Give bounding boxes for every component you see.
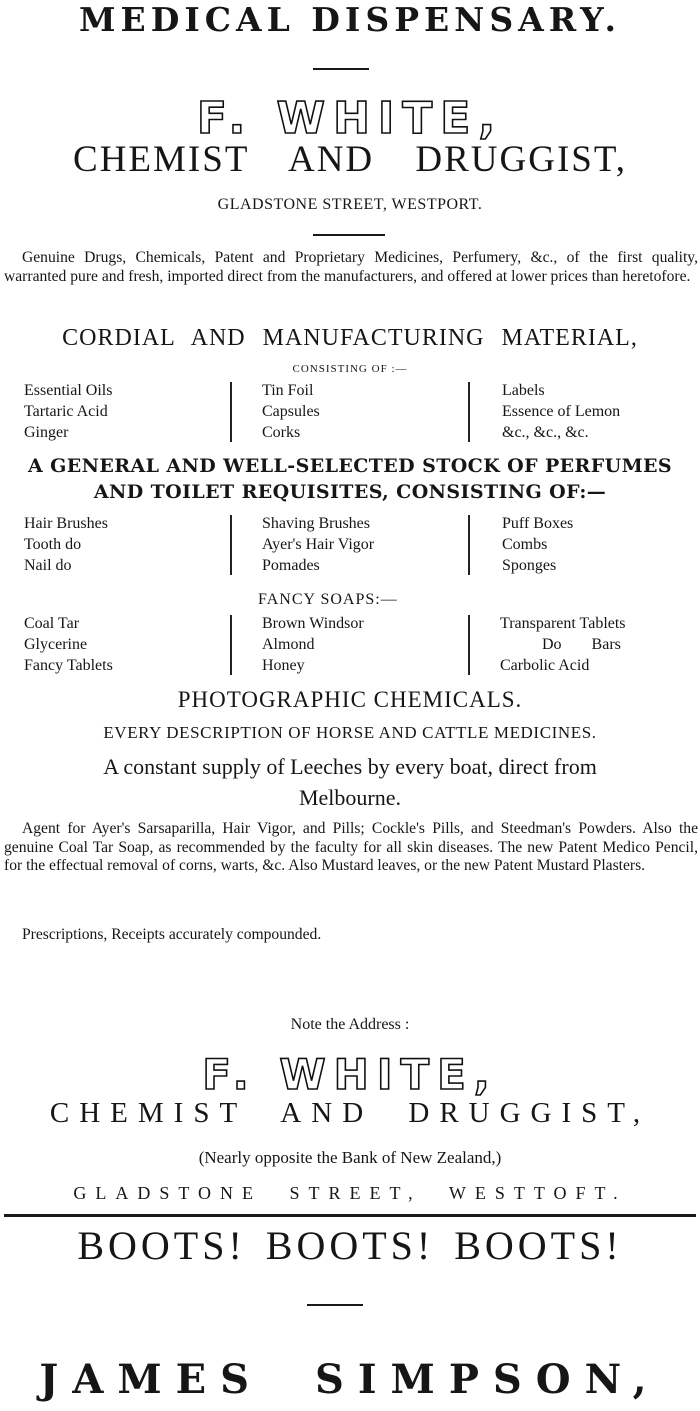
list-item: Hair Brushes [24, 515, 108, 532]
column-divider [230, 382, 232, 442]
leeches-line-1: A constant supply of Leeches by every boat, direct from [103, 754, 597, 779]
footer-street-address: GLADSTONE STREET, WESTTOFT. [73, 1183, 627, 1203]
toilet-column-2 [262, 513, 374, 576]
consisting-of-label: CONSISTING OF :— [292, 363, 408, 375]
list-item: Almond [262, 636, 315, 653]
soaps-column-1 [24, 613, 113, 676]
toilet-column-1 [24, 513, 108, 576]
soaps-column-2 [262, 613, 364, 676]
footer-firm-name: F. WHITE, [202, 1050, 498, 1099]
fancy-soaps-heading: FANCY SOAPS:— [258, 591, 398, 608]
soaps-column-3 [500, 613, 626, 676]
list-item: Tooth do [24, 536, 82, 553]
cordial-heading: CORDIAL AND MANUFACTURING MATERIAL, [62, 325, 638, 351]
list-item: &c., &c., &c. [502, 424, 589, 441]
divider-rule [313, 234, 385, 236]
perfumes-heading-line-2: AND TOILET REQUISITES, CONSISTING OF:— [93, 481, 607, 503]
list-item: Do Bars [542, 636, 621, 653]
toilet-column-3 [502, 513, 573, 576]
column-divider [230, 515, 232, 575]
list-item: Carbolic Acid [500, 657, 590, 674]
column-divider [230, 615, 232, 675]
footer-trade-heading: CHEMIST AND DRUGGIST, [49, 1097, 651, 1129]
list-item: Glycerine [24, 636, 88, 653]
list-item: Essential Oils [24, 382, 113, 399]
boots-heading: BOOTS! BOOTS! BOOTS! [77, 1223, 623, 1268]
next-advert-name: JAMES SIMPSON, [39, 1356, 661, 1403]
list-item: Tartaric Acid [24, 403, 108, 420]
list-item: Capsules [262, 403, 320, 420]
list-item: Essence of Lemon [502, 403, 621, 420]
cordial-column-3 [502, 380, 620, 443]
divider-rule [313, 68, 369, 70]
cordial-column-1 [24, 380, 112, 443]
list-item: Puff Boxes [502, 515, 574, 532]
prescriptions-line: Prescriptions, Receipts accurately compounded. [22, 926, 322, 943]
perfumes-heading-line-1: A GENERAL AND WELL-SELECTED STOCK OF PERFUMES [27, 455, 673, 477]
intro-paragraph: Genuine Drugs, Chemicals, Patent and Proprietary Medicines, Perfumery, &c., of the first quality, warranted pure and fresh, imported direct from the manufacturers, and offered at lower prices than heretofore. [4, 249, 698, 285]
column-divider [468, 615, 470, 675]
list-item: Labels [502, 382, 545, 399]
advert-title: MEDICAL DISPENSARY. [79, 0, 621, 39]
cordial-column-2 [262, 380, 320, 443]
list-item: Combs [502, 536, 548, 553]
landmark-note: (Nearly opposite the Bank of New Zealand,) [198, 1148, 502, 1167]
column-divider [468, 515, 470, 575]
list-item: Fancy Tablets [24, 657, 113, 674]
list-item: Ayer's Hair Vigor [262, 536, 375, 553]
firm-name: F. WHITE, [196, 93, 504, 144]
list-item: Honey [262, 657, 305, 674]
list-item: Pomades [262, 557, 320, 574]
section-divider [4, 1214, 696, 1217]
list-item: Tin Foil [262, 382, 314, 399]
note-the-address: Note the Address : [290, 1016, 410, 1033]
list-item: Shaving Brushes [262, 515, 370, 532]
list-item: Transparent Tablets [500, 615, 626, 632]
column-divider [468, 382, 470, 442]
list-item: Sponges [502, 557, 557, 574]
photographic-heading: PHOTOGRAPHIC CHEMICALS. [177, 687, 523, 712]
horse-cattle-heading: EVERY DESCRIPTION OF HORSE AND CATTLE MEDICINES. [103, 723, 597, 742]
trade-heading: CHEMIST AND DRUGGIST, [73, 139, 627, 180]
leeches-line-2: Melbourne. [298, 785, 402, 810]
list-item: Ginger [24, 424, 69, 441]
divider-rule [307, 1304, 363, 1306]
list-item: Coal Tar [24, 615, 80, 632]
list-item: Brown Windsor [262, 615, 364, 632]
list-item: Nail do [24, 557, 72, 574]
street-address: GLADSTONE STREET, WESTPORT. [217, 196, 483, 213]
agent-paragraph: Agent for Ayer's Sarsaparilla, Hair Vigor, and Pills; Cockle's Pills, and Steedman's Powders. Also the genuine Coal Tar Soap, as recommended by the faculty for all skin diseases. The new Patent Medico Pencil, for the effectual removal of corns, warts, &c. Also Mustard leaves, or the new Patent Mustard Plasters. [4, 820, 698, 874]
list-item: Corks [262, 424, 301, 441]
